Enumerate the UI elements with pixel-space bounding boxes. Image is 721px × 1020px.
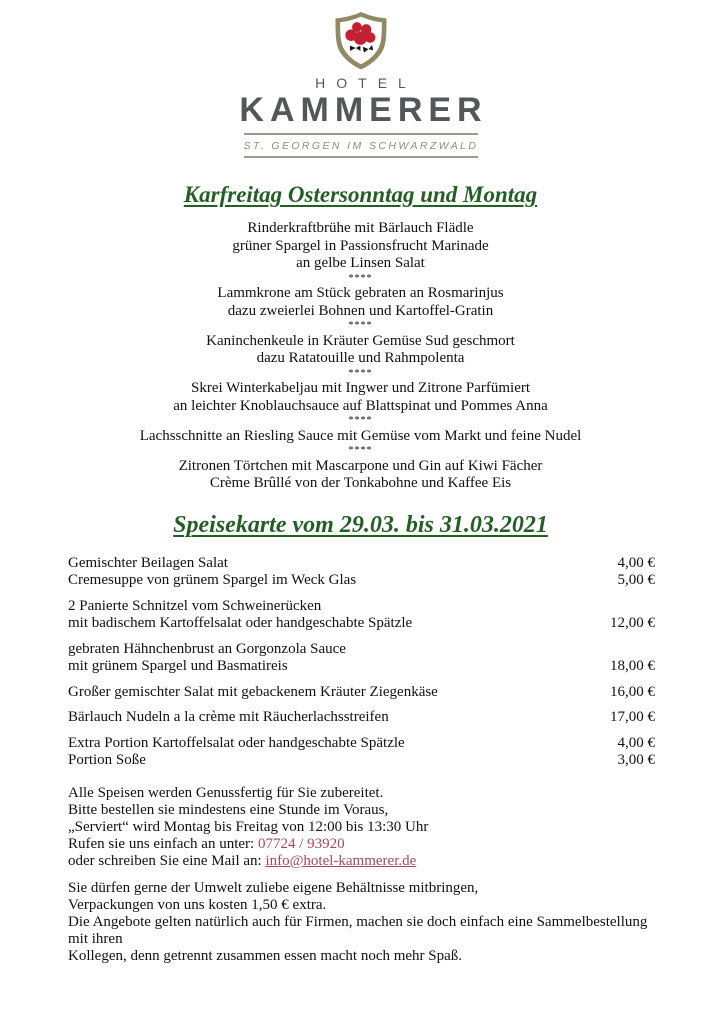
course-line: Rinderkraftbrühe mit Bärlauch Flädle — [247, 220, 474, 236]
dish-name: Portion Soße — [68, 752, 146, 768]
info-text: Rufen sie uns einfach an unter: — [68, 835, 258, 852]
course-separator: **** — [348, 367, 373, 379]
price-row — [68, 641, 655, 659]
price-row — [68, 555, 655, 573]
info-line — [68, 819, 655, 836]
note-line: Verpackungen von uns kosten 1,50 € extra. — [68, 896, 327, 913]
info-line — [68, 853, 655, 870]
course-separator: **** — [348, 415, 373, 426]
course-line: Crème Brûllé von der Tonkabohne und Kaffee Eis — [209, 475, 512, 491]
logo-location-band — [244, 133, 478, 158]
price-list — [68, 555, 655, 770]
dish-name: Großer gemischter Salat mit gebackenem Kräuter Ziegenkäse — [68, 683, 438, 700]
price-row — [68, 598, 655, 616]
dish-price: 16,00 € — [610, 683, 655, 700]
dish-name: mit badischem Kartoffelsalat oder handgeschabte Spätzle — [68, 615, 413, 631]
info-line — [68, 836, 655, 853]
course-line: Zitronen Törtchen mit Mascarpone und Gin auf Kiwi Fächer — [178, 457, 543, 474]
dish-name: Bärlauch Nudeln a la crème mit Räucherlachsstreifen — [68, 709, 389, 725]
course-line: an gelbe Linsen Salat — [296, 255, 425, 271]
environment-notes — [68, 880, 655, 965]
dish-name: gebraten Hähnchenbrust an Gorgonzola Sauce — [68, 640, 346, 657]
dish-price: 18,00 € — [610, 658, 655, 674]
price-row — [68, 615, 655, 633]
holiday-menu-courses — [0, 220, 721, 493]
bollenhut-crest-icon — [332, 11, 390, 71]
logo-name-text: KAMMERER — [239, 91, 488, 129]
dish-name: Extra Portion Kartoffelsalat oder handgeschabte Spätzle — [68, 734, 405, 751]
course-separator: **** — [348, 272, 373, 284]
note-line: Die Angebote gelten natürlich auch für Firmen, machen sie doch einfach eine Sammelbestellung mit ihren — [68, 913, 648, 947]
course-line: dazu Ratatouille und Rahmpolenta — [256, 350, 465, 366]
phone-number: 07724 / 93920 — [257, 835, 345, 852]
info-line — [68, 802, 655, 819]
dish-price: 4,00 € — [617, 554, 655, 571]
course-separator: **** — [348, 320, 373, 331]
dish-name: 2 Panierte Schnitzel vom Schweinerücken — [68, 597, 322, 614]
dish-price: 5,00 € — [617, 572, 655, 588]
dish-name: Gemischter Beilagen Salat — [68, 554, 228, 571]
course-line: Lammkrone am Stück gebraten an Rosmarinjus — [217, 285, 504, 301]
info-text: Bitte bestellen sie mindestens eine Stunde im Voraus, — [68, 801, 389, 818]
price-row — [68, 735, 655, 753]
price-row — [68, 658, 655, 676]
price-row — [68, 684, 655, 702]
course-line: dazu zweierlei Bohnen und Kartoffel-Gratin — [227, 302, 494, 319]
holiday-menu-title: Karfreitag Ostersonntag und Montag — [183, 182, 538, 207]
dish-name: mit grünem Spargel und Basmatireis — [68, 658, 288, 674]
course-line: grüner Spargel in Passionsfrucht Marinade — [232, 237, 489, 254]
dish-price: 12,00 € — [610, 615, 655, 631]
info-text: „Serviert“ wird Montag bis Freitag von 12:00 bis 13:30 Uhr — [68, 818, 429, 835]
price-row — [68, 752, 655, 770]
ordering-info — [68, 785, 655, 870]
price-row — [68, 709, 655, 727]
info-text: oder schreiben Sie eine Mail an: — [68, 852, 266, 869]
dish-name: Cremesuppe von grünem Spargel im Weck Glas — [68, 572, 357, 588]
info-text: Alle Speisen werden Genussfertig für Sie zubereitet. — [68, 784, 384, 801]
course-separator: **** — [348, 445, 373, 456]
dish-price: 17,00 € — [610, 709, 655, 725]
price-row — [68, 572, 655, 590]
logo-location-text: ST. GEORGEN IM SCHWARZWALD — [243, 140, 479, 152]
note-line: Kollegen, denn getrennt zusammen essen macht noch mehr Spaß. — [68, 947, 463, 964]
course-line: Kaninchenkeule in Kräuter Gemüse Sud geschmort — [206, 332, 515, 349]
info-line — [68, 785, 655, 802]
hotel-logo — [0, 0, 721, 158]
course-line: Lachsschnitte an Riesling Sauce mit Gemüse vom Markt und feine Nudel — [139, 427, 582, 444]
email-link[interactable]: info@hotel-kammerer.de — [265, 852, 417, 869]
speisekarte-title: Speisekarte vom 29.03. bis 31.03.2021 — [173, 511, 548, 538]
dish-price: 4,00 € — [617, 734, 655, 751]
dish-price: 3,00 € — [617, 752, 655, 768]
logo-hotel-text: HOTEL — [315, 75, 417, 91]
course-line: Skrei Winterkabeljau mit Ingwer und Zitrone Parfümiert — [190, 380, 531, 396]
note-line: Sie dürfen gerne der Umwelt zuliebe eigene Behältnisse mitbringen, — [68, 879, 479, 896]
course-line: an leichter Knoblauchsauce auf Blattspinat und Pommes Anna — [173, 397, 548, 414]
